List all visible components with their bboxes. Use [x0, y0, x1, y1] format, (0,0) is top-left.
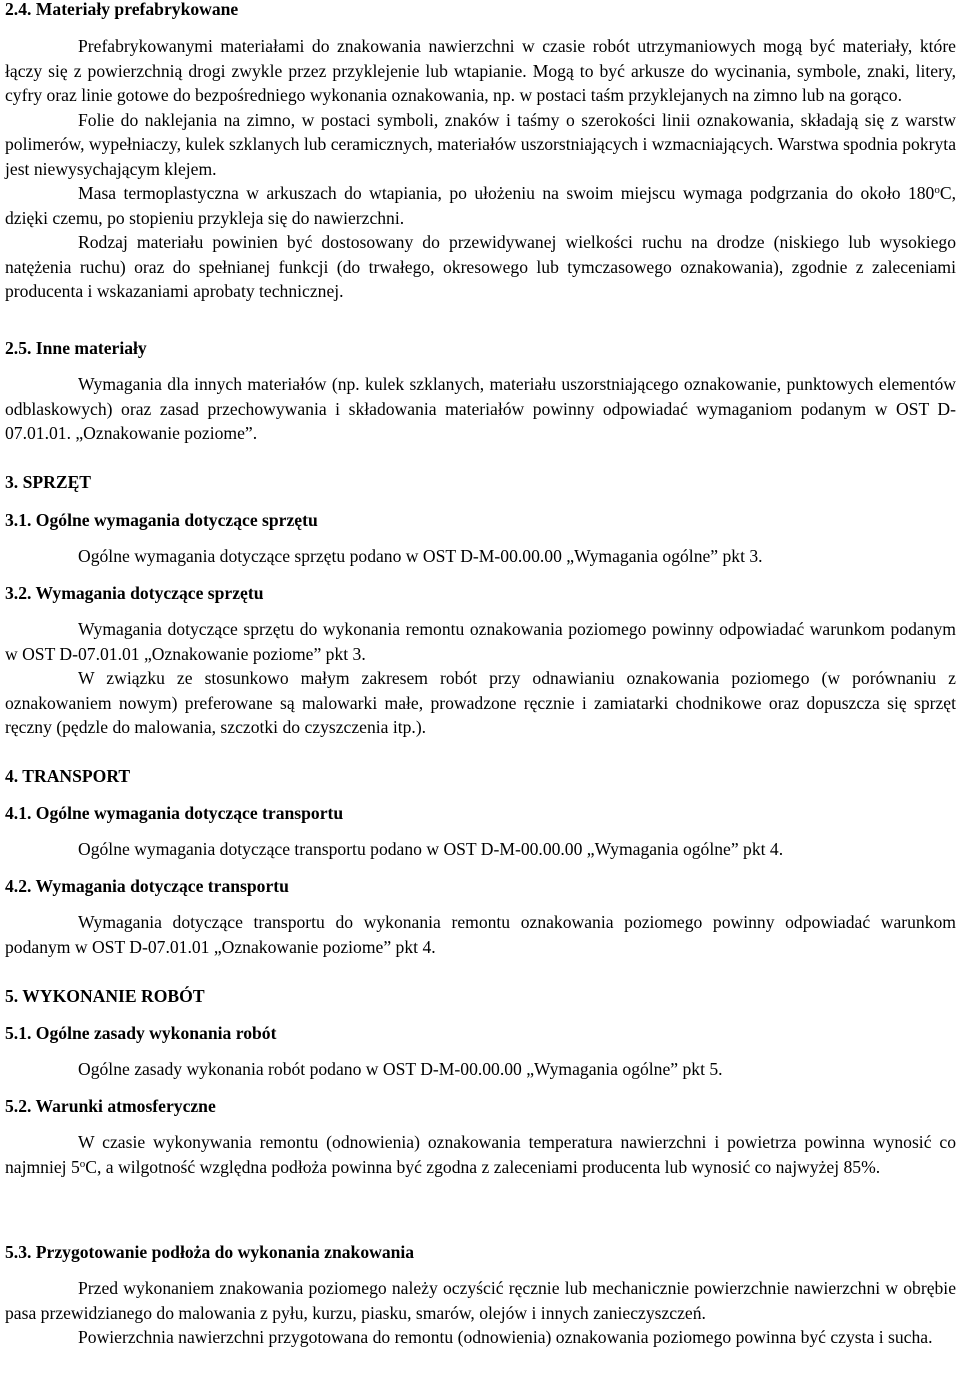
paragraph-other-materials: Wymagania dla innych materiałów (np. kulek szklanych, materiału uszorstniającego oznakowanie, punktowych elementów odblaskowych) oraz zasad przechowywania i składowania materiałów powinny odpowiadać wymaganiom podanym w OST D-07.01.01. „Oznakowanie poziome”. [5, 374, 956, 443]
paragraph-equipment-requirements: Wymagania dotyczące sprzętu do wykonania remontu oznakowania poziomego powinny odpowiadać warunkom podanym w OST D-07.01.01 „Oznakowanie poziome” pkt 3. [5, 619, 956, 664]
paragraph-cold-foils: Folie do naklejania na zimno, w postaci symboli, znaków i taśmy o szerokości linii oznakowania, składają się z warstw polimerów, wypełniaczy, kulek szklanych lub ceramicznych, materiałów uszorstniających i wzmacniających. Warstwa spodnia pokryta jest niewysychającym klejem. [5, 109, 956, 179]
heading-3-1: 3.1. Ogólne wymagania dotyczące sprzętu [5, 510, 318, 530]
paragraph-surface-dry: Powierzchnia nawierzchni przygotowana do remontu (odnowienia) oznakowania poziomego powinna być czysta i sucha. [78, 1327, 933, 1347]
heading-3-2: 3.2. Wymagania dotyczące sprzętu [5, 583, 264, 603]
paragraph-surface-cleaning: Przed wykonaniem znakowania poziomego należy oczyścić ręcznie lub mechanicznie powierzchnie nawierzchni w obrębie pasa przewidzianego do malowania z pyłu, kurzu, piasku, smarów, olejów i innych zanieczyszczeń. [5, 1278, 956, 1323]
heading-5-1: 5.1. Ogólne zasady wykonania robót [5, 1023, 277, 1043]
heading-2-4: 2.4. Materiały prefabrykowane [5, 0, 239, 19]
paragraph-equipment-small: W związku ze stosunkowo małym zakresem robót przy odnawianiu oznakowania poziomego (w porównaniu z oznakowaniem nowym) preferowane są malowarki małe, prowadzone ręcznie i zamiatarki chodnikowe oraz dopuszcza się sprzęt ręczny (pędzle do malowania, szczotki do czyszczenia itp.). [5, 668, 956, 737]
heading-2-5: 2.5. Inne materiały [5, 338, 147, 358]
paragraph-material-type: Rodzaj materiału powinien być dostosowany do przewidywanej wielkości ruchu na drodze (niskiego lub wysokiego natężenia ruchu) oraz do spełnianej funkcji (do trwałego, okresowego lub tymczasowego oznakowania), zgodnie z zaleceniami producenta i wskazaniami aprobaty technicznej. [5, 232, 956, 301]
paragraph-weather: W czasie wykonywania remontu (odnowienia) oznakowania temperatura nawierzchni i powietrza powinna wynosić co najmniej 5$^o$C, a wilgotność względna podłoża powinna być zgodna z zaleceniami producenta lub wynosić co najwyżej 85%. [5, 1132, 956, 1177]
heading-5-2: 5.2. Warunki atmosferyczne [5, 1096, 216, 1116]
paragraph-thermoplastic: Masa termoplastyczna w arkuszach do wtapiania, po ułożeniu na swoim miejscu wymaga podgrzania do około 180$^o$C, dzięki czemu, po stopieniu przykleja się do nawierzchni. [5, 183, 956, 228]
heading-5: 5. WYKONANIE ROBÓT [5, 986, 205, 1006]
paragraph-works-general: Ogólne zasady wykonania robót podano w OST D-M-00.00.00 „Wymagania ogólne” pkt 5. [78, 1059, 723, 1079]
heading-3: 3. SPRZĘT [5, 472, 92, 492]
heading-4-2: 4.2. Wymagania dotyczące transportu [5, 876, 289, 896]
heading-5-3: 5.3. Przygotowanie podłoża do wykonania znakowania [5, 1242, 415, 1262]
paragraph-transport-requirements: Wymagania dotyczące transportu do wykonania remontu oznakowania poziomego powinny odpowiadać warunkom podanym w OST D-07.01.01 „Oznakowanie poziome” pkt 4. [5, 912, 956, 957]
heading-4: 4. TRANSPORT [5, 766, 131, 786]
paragraph-transport-general: Ogólne wymagania dotyczące transportu podano w OST D-M-00.00.00 „Wymagania ogólne” pkt 4. [78, 839, 784, 859]
paragraph-prefabricated: Prefabrykowanymi materiałami do znakowania nawierzchni w czasie robót utrzymaniowych mogą być materiały, które łączy się z powierzchnią drogi zwykle przez przyklejenie lub wtapianie. Mogą to być arkusze do wycinania, symbole, znaki, litery, cyfry oraz linie gotowe do bezpośredniego wykonania oznakowania, np. w postaci taśm przyklejanych na zimno lub na gorąco. [5, 36, 956, 105]
heading-4-1: 4.1. Ogólne wymagania dotyczące transportu [5, 803, 344, 823]
paragraph-equipment-general: Ogólne wymagania dotyczące sprzętu podano w OST D-M-00.00.00 „Wymagania ogólne” pkt 3. [78, 546, 763, 566]
